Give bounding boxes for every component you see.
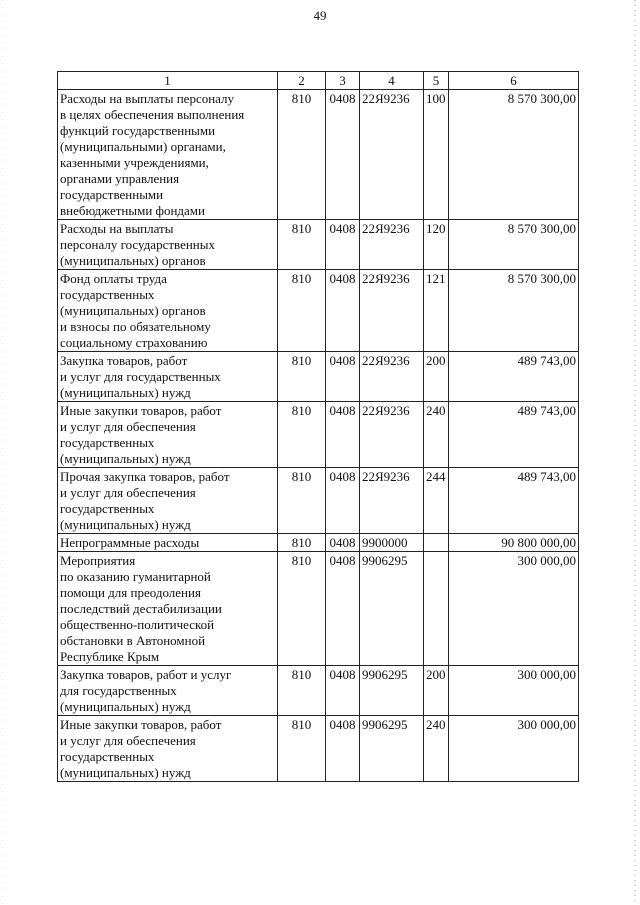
row-target-code: 9900000 [360,534,424,552]
row-ministry-code: 810 [278,352,326,402]
header-col-6: 6 [449,72,579,90]
row-section-code: 0408 [326,552,360,666]
table-row [58,534,579,552]
row-expense-type: 121 [424,270,449,352]
row-ministry-code: 810 [278,534,326,552]
row-target-code: 9906295 [360,716,424,782]
row-ministry-code: 810 [278,716,326,782]
table-row [58,270,579,352]
row-expense-type: 200 [424,352,449,402]
row-expense-type: 240 [424,402,449,468]
row-target-code: 22Я9236 [360,352,424,402]
header-col-2: 2 [278,72,326,90]
row-target-code: 22Я9236 [360,90,424,220]
row-target-code: 22Я9236 [360,468,424,534]
header-col-5: 5 [424,72,449,90]
table-row [58,552,579,666]
row-ministry-code: 810 [278,552,326,666]
page-number: 49 [313,8,327,23]
row-target-code: 22Я9236 [360,402,424,468]
table-row [58,468,579,534]
row-amount: 489 743,00 [449,352,579,402]
row-target-code: 9906295 [360,666,424,716]
scan-edge-right [634,0,636,905]
row-ministry-code: 810 [278,468,326,534]
row-amount: 8 570 300,00 [449,220,579,270]
row-section-code: 0408 [326,534,360,552]
table-row [58,666,579,716]
row-section-code: 0408 [326,666,360,716]
row-section-code: 0408 [326,220,360,270]
row-name: Расходы на выплаты персоналу в целях обеспечения выполнения функций государственными (муниципальными) органами, казенными учреждениями, органами управления государственными внебюджетными фондами [58,90,278,220]
row-name: Закупка товаров, работ и услуг для государственных (муниципальных) нужд [58,352,278,402]
row-section-code: 0408 [326,352,360,402]
row-section-code: 0408 [326,270,360,352]
row-ministry-code: 810 [278,220,326,270]
row-amount: 90 800 000,00 [449,534,579,552]
row-target-code: 9906295 [360,552,424,666]
row-amount: 300 000,00 [449,666,579,716]
row-section-code: 0408 [326,468,360,534]
row-ministry-code: 810 [278,402,326,468]
row-expense-type [424,552,449,666]
table-row [58,220,579,270]
row-name: Расходы на выплаты персоналу государственных (муниципальных) органов [58,220,278,270]
row-amount: 8 570 300,00 [449,270,579,352]
row-expense-type: 100 [424,90,449,220]
row-target-code: 22Я9236 [360,270,424,352]
table-row [58,716,579,782]
row-name: Мероприятия по оказанию гуманитарной помощи для преодоления последствий дестабилизации общественно-политической обстановки в Автономной Республике Крым [58,552,278,666]
header-col-3: 3 [326,72,360,90]
row-expense-type: 120 [424,220,449,270]
row-amount: 8 570 300,00 [449,90,579,220]
row-name: Иные закупки товаров, работ и услуг для обеспечения государственных (муниципальных) нужд [58,716,278,782]
row-ministry-code: 810 [278,90,326,220]
row-expense-type: 240 [424,716,449,782]
scan-edge-left [2,0,3,905]
row-amount: 489 743,00 [449,468,579,534]
table-row [58,90,579,220]
row-section-code: 0408 [326,402,360,468]
row-expense-type: 200 [424,666,449,716]
row-amount: 489 743,00 [449,402,579,468]
table-row [58,352,579,402]
row-ministry-code: 810 [278,666,326,716]
header-col-1: 1 [58,72,278,90]
row-section-code: 0408 [326,90,360,220]
header-col-4: 4 [360,72,424,90]
row-amount: 300 000,00 [449,716,579,782]
header-row [58,72,579,90]
row-name: Непрограммные расходы [58,534,278,552]
row-target-code: 22Я9236 [360,220,424,270]
row-amount: 300 000,00 [449,552,579,666]
row-section-code: 0408 [326,716,360,782]
row-ministry-code: 810 [278,270,326,352]
budget-table [57,71,579,782]
row-name: Прочая закупка товаров, работ и услуг для обеспечения государственных (муниципальных) нужд [58,468,278,534]
row-name: Фонд оплаты труда государственных (муниципальных) органов и взносы по обязательному социальному страхованию [58,270,278,352]
row-expense-type [424,534,449,552]
row-name: Иные закупки товаров, работ и услуг для обеспечения государственных (муниципальных) нужд [58,402,278,468]
table-row [58,402,579,468]
row-expense-type: 244 [424,468,449,534]
row-name: Закупка товаров, работ и услуг для государственных (муниципальных) нужд [58,666,278,716]
